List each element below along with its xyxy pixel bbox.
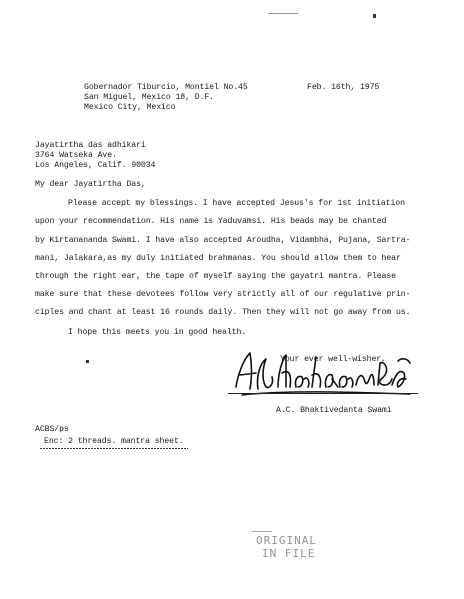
recipient-line: 3764 Watseka Ave.: [35, 151, 117, 160]
body-line: make sure that these devotees follow very strictly all of our regulative prin-: [35, 290, 411, 299]
body-line: mani, Jalakara,as my duly initiated brahmanas. You should allow them to hear: [35, 254, 401, 263]
signature-line: [228, 393, 418, 394]
signer-name: A.C. Bhaktivedanta Swami: [276, 406, 392, 415]
body-line: ciples and chant at least 16 rounds daily. Then they will not go away from us.: [35, 308, 411, 317]
file-stamp-line: ORIGINAL: [256, 534, 317, 547]
body-line: upon your recommendation. His name is Yaduvamsi. His beads may be chanted: [35, 217, 387, 226]
body-line: Please accept my blessings. I have accepted Jesus's for 1st initiation: [68, 199, 405, 208]
recipient-line: Jayatirtha das adhikari: [35, 141, 146, 150]
scan-mark: [373, 14, 376, 18]
salutation: My dear Jayatirtha Das,: [35, 180, 146, 189]
sender-address-line: San Miguel, Mexico 18, D.F.: [84, 93, 214, 102]
scan-mark: [252, 531, 272, 532]
enclosure-underline: [40, 448, 188, 449]
sender-address-line: Gobernador Tiburcio, Montiel No.45: [84, 83, 248, 92]
recipient-line: Los Angeles, Calif. 90034: [35, 161, 156, 170]
letter-date: Feb. 16th, 1975: [307, 83, 380, 92]
body-line: through the right ear, the tape of myself saying the gayatri mantra. Please: [35, 272, 396, 281]
closing-line: I hope this meets you in good health.: [68, 328, 247, 337]
enclosure-line: Enc: 2 threads. mantra sheet.: [44, 437, 184, 446]
file-stamp-line: IN FILE: [262, 547, 316, 560]
reference-initials: ACBS/ps: [35, 425, 69, 434]
sender-address-line: Mexico City, Mexico: [84, 103, 176, 112]
body-line: by Kirtanananda Swami. I have also accepted Aroudha, Vidambha, Pujana, Sartra-: [35, 236, 411, 245]
scan-mark: [86, 360, 89, 363]
valediction: Your ever well-wisher,: [280, 355, 386, 364]
scan-mark: [268, 13, 298, 14]
